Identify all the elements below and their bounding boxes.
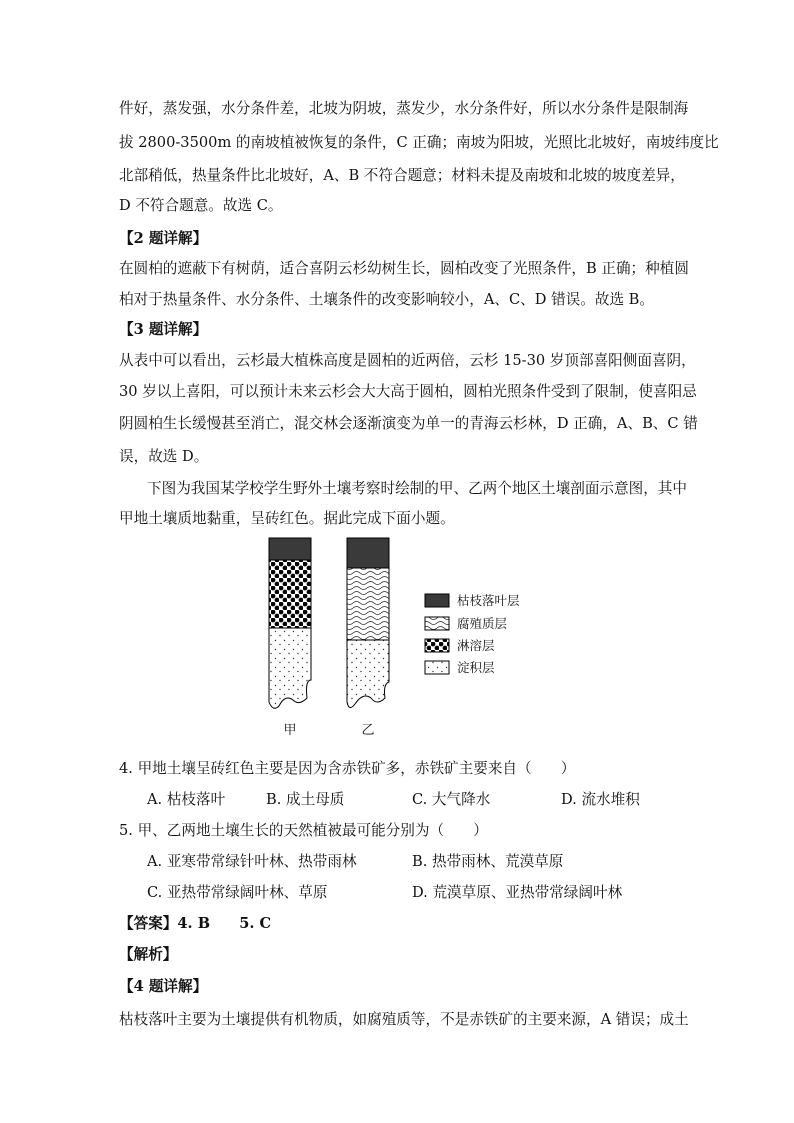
soil-column-jia xyxy=(269,538,311,738)
legend-litter: 枯枝落叶层 xyxy=(457,593,520,608)
text-line: 误，故选 D。 xyxy=(119,448,209,465)
answer-line: 【答案】4. B 5. C xyxy=(119,915,272,932)
q5-option-d: D. 荒漠草原、亚热带常绿阔叶林 xyxy=(412,884,623,901)
section-heading: 【4 题详解】 xyxy=(119,978,208,995)
text-line: 枯枝落叶主要为土壤提供有机物质，如腐殖质等，不是赤铁矿的主要来源，A 错误；成土 xyxy=(119,1011,689,1028)
text-line: D 不符合题意。故选 C。 xyxy=(119,197,283,214)
q4-option-c: C. 大气降水 xyxy=(412,791,491,808)
analysis-heading: 【解析】 xyxy=(119,946,178,963)
deposition-layer xyxy=(347,640,389,708)
legend-swatch-leaching xyxy=(425,639,449,652)
text-line: 阴圆柏生长缓慢甚至消亡，混交林会逐渐演变为单一的青海云杉林，D 正确，A、B、C 错 xyxy=(119,415,698,432)
legend-swatch-humus xyxy=(425,617,449,630)
text-line: 拔 2800-3500m 的南坡植被恢复的条件，C 正确；南坡为阳坡，光照比北坡好，南坡纬度比 xyxy=(119,134,719,151)
leaching-layer xyxy=(269,560,311,628)
litter-layer xyxy=(269,538,311,560)
q5-option-a: A. 亚寒带常绿针叶林、热带雨林 xyxy=(147,853,357,870)
legend-leaching: 淋溶层 xyxy=(457,638,495,653)
q4-option-b: B. 成土母质 xyxy=(266,791,345,808)
question-5: 5. 甲、乙两地土壤生长的天然植被最可能分别为（ ） xyxy=(119,822,488,839)
section-heading: 【3 题详解】 xyxy=(119,321,208,338)
soil-profile-figure xyxy=(255,530,535,745)
q4-option-d: D. 流水堆积 xyxy=(561,791,640,808)
litter-layer xyxy=(347,538,389,568)
text-line: 甲地土壤质地黏重，呈砖红色。据此完成下面小题。 xyxy=(119,510,455,527)
legend-humus: 腐殖质层 xyxy=(457,616,508,631)
legend-swatch-deposition xyxy=(425,661,449,674)
q5-option-b: B. 热带雨林、荒漠草原 xyxy=(412,853,564,870)
question-4: 4. 甲地土壤呈砖红色主要是因为含赤铁矿多，赤铁矿主要来自（ ） xyxy=(119,760,576,777)
figure-legend xyxy=(425,593,520,675)
label-yi: 乙 xyxy=(361,723,375,738)
soil-column-yi xyxy=(347,538,389,738)
q4-option-a: A. 枯枝落叶 xyxy=(147,791,226,808)
legend-swatch-litter xyxy=(425,594,449,607)
q5-option-c: C. 亚热带常绿阔叶林、草原 xyxy=(147,884,328,901)
text-line: 北部稍低，热量条件比北坡好，A、B 不符合题意；材料未提及南坡和北坡的坡度差异， xyxy=(119,167,685,184)
deposition-layer xyxy=(269,628,311,708)
text-line: 在圆柏的遮蔽下有树荫，适合喜阴云杉幼树生长，圆柏改变了光照条件，B 正确；种植圆 xyxy=(119,260,689,277)
text-line: 件好，蒸发强，水分条件差，北坡为阴坡，蒸发少，水分条件好，所以水分条件是限制海 xyxy=(119,100,689,117)
section-heading: 【2 题详解】 xyxy=(119,230,208,247)
text-line: 从表中可以看出，云杉最大植株高度是圆柏的近两倍，云杉 15-30 岁顶部喜阳侧面喜阴， xyxy=(119,352,696,369)
legend-deposition: 淀积层 xyxy=(457,660,495,675)
humus-layer xyxy=(347,568,389,640)
text-line: 柏对于热量条件、水分条件、土壤条件的改变影响较小，A、C、D 错误。故选 B。 xyxy=(119,291,655,308)
text-line: 30 岁以上喜阳，可以预计未来云杉会大大高于圆柏，圆柏光照条件受到了限制，使喜阳忌 xyxy=(119,383,697,400)
label-jia: 甲 xyxy=(283,723,297,738)
text-line: 下图为我国某学校学生野外土壤考察时绘制的甲、乙两个地区土壤剖面示意图，其中 xyxy=(147,480,687,497)
